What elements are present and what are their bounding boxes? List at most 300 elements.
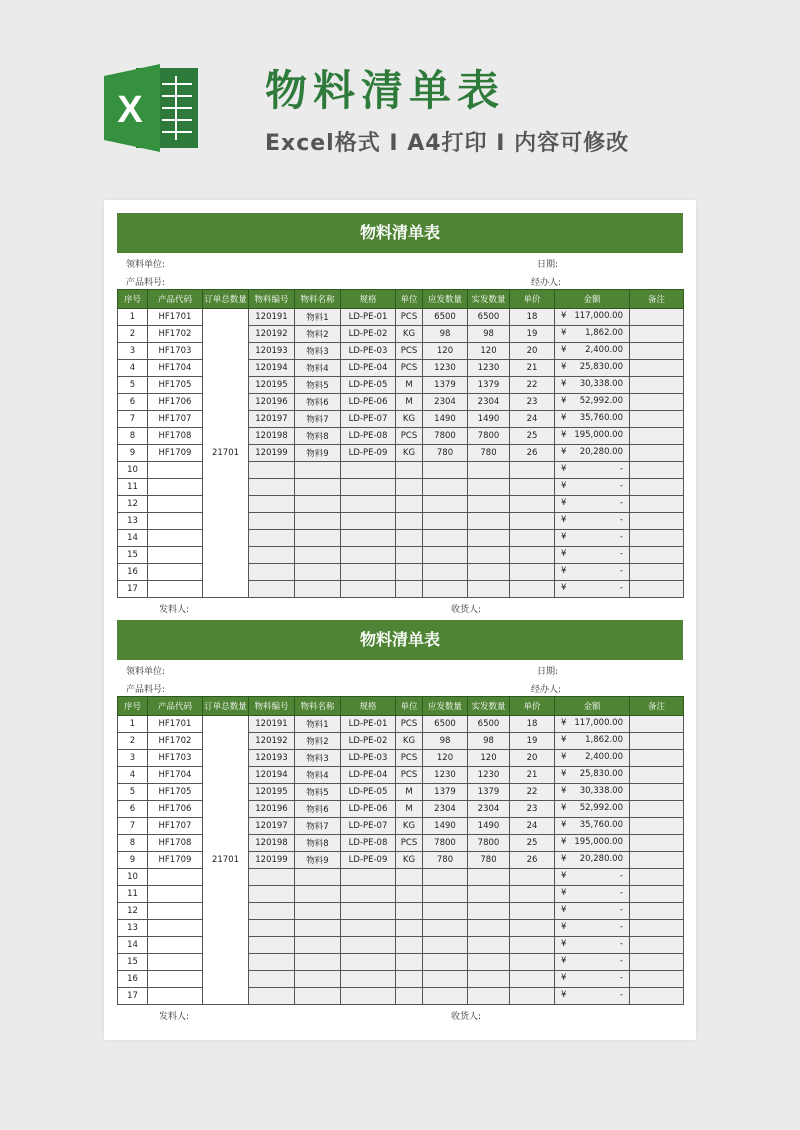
item-unit: PCS: [396, 835, 423, 852]
table-row: [118, 581, 684, 598]
column-header: 物料编号: [249, 290, 295, 309]
item-unit: KG: [396, 852, 423, 869]
row-number: 16: [118, 564, 148, 581]
item-number: 120195: [249, 377, 295, 394]
product-code: [148, 564, 203, 581]
amount-value: 2,400.00: [585, 752, 623, 762]
item-spec: [341, 547, 396, 564]
remark-cell: [630, 394, 684, 411]
row-number: 14: [118, 530, 148, 547]
table-row: [118, 733, 684, 750]
currency-symbol: ¥: [561, 447, 567, 457]
amount-cell: [555, 920, 630, 937]
currency-symbol: ¥: [561, 515, 567, 525]
amount-cell: [555, 886, 630, 903]
remark-cell: [630, 564, 684, 581]
currency-symbol: ¥: [561, 888, 567, 898]
date-label: 日期:: [537, 260, 559, 270]
item-spec: [341, 479, 396, 496]
due-quantity: [423, 937, 468, 954]
unit-price: [510, 886, 555, 903]
item-number: [249, 462, 295, 479]
due-quantity: 1379: [423, 784, 468, 801]
item-unit: PCS: [396, 716, 423, 733]
row-number: 17: [118, 581, 148, 598]
actual-quantity: [468, 581, 510, 598]
item-spec: LD-PE-03: [341, 343, 396, 360]
item-number: 120193: [249, 343, 295, 360]
item-name: 物料7: [295, 818, 341, 835]
item-name: 物料2: [295, 733, 341, 750]
item-spec: LD-PE-07: [341, 411, 396, 428]
table-row: [118, 886, 684, 903]
amount-cell: [555, 479, 630, 496]
currency-symbol: ¥: [561, 328, 567, 338]
product-code: HF1709: [148, 852, 203, 869]
product-code: HF1706: [148, 394, 203, 411]
remark-cell: [630, 530, 684, 547]
row-number: 14: [118, 937, 148, 954]
actual-quantity: [468, 971, 510, 988]
currency-symbol: ¥: [561, 532, 567, 542]
actual-quantity: 6500: [468, 716, 510, 733]
item-spec: LD-PE-06: [341, 394, 396, 411]
item-unit: KG: [396, 445, 423, 462]
currency-symbol: ¥: [561, 396, 567, 406]
currency-symbol: ¥: [561, 362, 567, 372]
column-header: 实发数量: [468, 290, 510, 309]
material-table: [117, 696, 684, 1005]
currency-symbol: ¥: [561, 464, 567, 474]
row-number: 8: [118, 835, 148, 852]
unit-price: [510, 547, 555, 564]
amount-cell: [555, 496, 630, 513]
item-spec: LD-PE-09: [341, 852, 396, 869]
material-sheet-2: [117, 620, 683, 1023]
item-number: [249, 937, 295, 954]
amount-value: -: [619, 871, 623, 881]
row-number: 3: [118, 750, 148, 767]
product-code: [148, 479, 203, 496]
product-code: [148, 903, 203, 920]
item-unit: [396, 462, 423, 479]
amount-cell: [555, 462, 630, 479]
row-number: 12: [118, 903, 148, 920]
actual-quantity: 2304: [468, 394, 510, 411]
item-spec: [341, 903, 396, 920]
table-row: [118, 852, 684, 869]
due-quantity: [423, 920, 468, 937]
amount-value: -: [619, 583, 623, 593]
item-name: 物料4: [295, 360, 341, 377]
product-code: HF1705: [148, 784, 203, 801]
item-name: 物料9: [295, 852, 341, 869]
sheet-title: 物料清单表: [117, 213, 683, 253]
currency-symbol: ¥: [561, 939, 567, 949]
currency-symbol: ¥: [561, 718, 567, 728]
remark-cell: [630, 903, 684, 920]
remark-cell: [630, 462, 684, 479]
item-name: 物料3: [295, 750, 341, 767]
item-unit: [396, 903, 423, 920]
item-number: 120197: [249, 411, 295, 428]
actual-quantity: [468, 988, 510, 1005]
remark-cell: [630, 784, 684, 801]
item-name: 物料4: [295, 767, 341, 784]
item-number: [249, 869, 295, 886]
item-spec: LD-PE-08: [341, 428, 396, 445]
currency-symbol: ¥: [561, 583, 567, 593]
item-spec: [341, 581, 396, 598]
remark-cell: [630, 428, 684, 445]
unit-price: [510, 530, 555, 547]
row-number: 4: [118, 360, 148, 377]
actual-quantity: 1379: [468, 377, 510, 394]
currency-symbol: ¥: [561, 990, 567, 1000]
remark-cell: [630, 411, 684, 428]
row-number: 12: [118, 496, 148, 513]
currency-symbol: ¥: [561, 345, 567, 355]
row-number: 15: [118, 547, 148, 564]
due-quantity: [423, 971, 468, 988]
row-number: 15: [118, 954, 148, 971]
amount-value: -: [619, 922, 623, 932]
item-spec: [341, 496, 396, 513]
row-number: 2: [118, 326, 148, 343]
info-row: [117, 660, 683, 678]
table-row: [118, 547, 684, 564]
row-number: 13: [118, 513, 148, 530]
amount-value: 20,280.00: [579, 854, 623, 864]
amount-cell: [555, 564, 630, 581]
amount-cell: [555, 309, 630, 326]
column-header: 应发数量: [423, 697, 468, 716]
table-row: [118, 479, 684, 496]
amount-cell: [555, 750, 630, 767]
due-quantity: [423, 530, 468, 547]
item-unit: M: [396, 784, 423, 801]
amount-value: 195,000.00: [574, 430, 623, 440]
table-row: [118, 903, 684, 920]
amount-cell: [555, 869, 630, 886]
item-spec: LD-PE-07: [341, 818, 396, 835]
row-number: 17: [118, 988, 148, 1005]
row-number: 5: [118, 784, 148, 801]
table-row: [118, 360, 684, 377]
product-code: HF1707: [148, 411, 203, 428]
item-unit: [396, 530, 423, 547]
table-row: [118, 920, 684, 937]
table-row: [118, 394, 684, 411]
item-number: 120194: [249, 360, 295, 377]
item-unit: [396, 869, 423, 886]
unit-price: [510, 496, 555, 513]
amount-cell: [555, 733, 630, 750]
item-name: 物料3: [295, 343, 341, 360]
currency-symbol: ¥: [561, 956, 567, 966]
row-number: 13: [118, 920, 148, 937]
material-table: [117, 289, 684, 598]
item-number: [249, 530, 295, 547]
remark-cell: [630, 971, 684, 988]
row-number: 3: [118, 343, 148, 360]
remark-cell: [630, 360, 684, 377]
item-spec: LD-PE-03: [341, 750, 396, 767]
unit-price: [510, 479, 555, 496]
column-header: 单位: [396, 290, 423, 309]
due-quantity: [423, 903, 468, 920]
table-row: [118, 530, 684, 547]
due-quantity: [423, 564, 468, 581]
remark-cell: [630, 869, 684, 886]
row-number: 6: [118, 801, 148, 818]
item-spec: LD-PE-06: [341, 801, 396, 818]
amount-cell: [555, 835, 630, 852]
actual-quantity: 7800: [468, 428, 510, 445]
actual-quantity: [468, 869, 510, 886]
currency-symbol: ¥: [561, 803, 567, 813]
item-unit: [396, 937, 423, 954]
item-name: [295, 920, 341, 937]
product-code: HF1709: [148, 445, 203, 462]
item-number: 120199: [249, 852, 295, 869]
due-quantity: 780: [423, 445, 468, 462]
currency-symbol: ¥: [561, 481, 567, 491]
item-spec: [341, 564, 396, 581]
currency-symbol: ¥: [561, 871, 567, 881]
item-unit: [396, 479, 423, 496]
unit-price: 18: [510, 716, 555, 733]
amount-cell: [555, 852, 630, 869]
actual-quantity: [468, 564, 510, 581]
order-total: 21701: [203, 716, 249, 1005]
amount-value: -: [619, 939, 623, 949]
item-number: 120191: [249, 309, 295, 326]
row-number: 7: [118, 411, 148, 428]
actual-quantity: [468, 954, 510, 971]
actual-quantity: [468, 462, 510, 479]
remark-cell: [630, 801, 684, 818]
amount-cell: [555, 954, 630, 971]
actual-quantity: 7800: [468, 835, 510, 852]
unit-price: 21: [510, 360, 555, 377]
unit-price: 19: [510, 326, 555, 343]
table-row: [118, 326, 684, 343]
due-quantity: 98: [423, 326, 468, 343]
unit-price: 20: [510, 343, 555, 360]
item-name: 物料6: [295, 801, 341, 818]
unit-price: 25: [510, 428, 555, 445]
item-name: [295, 513, 341, 530]
unit-price: 18: [510, 309, 555, 326]
remark-cell: [630, 479, 684, 496]
amount-cell: [555, 445, 630, 462]
table-row: [118, 411, 684, 428]
column-header: 单位: [396, 697, 423, 716]
table-row: [118, 496, 684, 513]
remark-cell: [630, 547, 684, 564]
item-unit: KG: [396, 818, 423, 835]
item-spec: LD-PE-04: [341, 360, 396, 377]
unit-price: 26: [510, 445, 555, 462]
amount-cell: [555, 971, 630, 988]
remark-cell: [630, 988, 684, 1005]
amount-cell: [555, 394, 630, 411]
item-unit: [396, 513, 423, 530]
amount-value: 1,862.00: [585, 328, 623, 338]
due-quantity: 2304: [423, 394, 468, 411]
column-header: 备注: [630, 697, 684, 716]
row-number: 2: [118, 733, 148, 750]
row-number: 7: [118, 818, 148, 835]
table-row: [118, 767, 684, 784]
item-spec: [341, 988, 396, 1005]
amount-value: -: [619, 956, 623, 966]
item-unit: [396, 920, 423, 937]
item-spec: LD-PE-01: [341, 309, 396, 326]
table-row: [118, 445, 684, 462]
currency-symbol: ¥: [561, 820, 567, 830]
due-quantity: 6500: [423, 716, 468, 733]
item-name: 物料9: [295, 445, 341, 462]
currency-symbol: ¥: [561, 549, 567, 559]
due-quantity: 6500: [423, 309, 468, 326]
table-row: [118, 309, 684, 326]
remark-cell: [630, 716, 684, 733]
amount-cell: [555, 903, 630, 920]
item-spec: [341, 971, 396, 988]
currency-symbol: ¥: [561, 735, 567, 745]
actual-quantity: [468, 920, 510, 937]
actual-quantity: 6500: [468, 309, 510, 326]
amount-value: -: [619, 905, 623, 915]
amount-cell: [555, 411, 630, 428]
table-row: [118, 462, 684, 479]
due-quantity: 7800: [423, 835, 468, 852]
product-code: [148, 886, 203, 903]
amount-value: -: [619, 888, 623, 898]
logo-letter: X: [117, 89, 143, 131]
item-number: [249, 920, 295, 937]
item-number: [249, 903, 295, 920]
item-unit: [396, 564, 423, 581]
product-code: HF1702: [148, 733, 203, 750]
item-spec: [341, 886, 396, 903]
item-number: [249, 547, 295, 564]
actual-quantity: 1490: [468, 818, 510, 835]
item-name: [295, 954, 341, 971]
currency-symbol: ¥: [561, 413, 567, 423]
amount-cell: [555, 530, 630, 547]
amount-cell: [555, 343, 630, 360]
item-number: 120198: [249, 835, 295, 852]
table-row: [118, 988, 684, 1005]
amount-value: 52,992.00: [579, 396, 623, 406]
amount-value: 35,760.00: [579, 820, 623, 830]
column-header: 物料名称: [295, 290, 341, 309]
item-unit: M: [396, 394, 423, 411]
issuer-label: 发料人:: [159, 605, 190, 615]
remark-cell: [630, 818, 684, 835]
actual-quantity: [468, 547, 510, 564]
signature-row: [117, 598, 683, 616]
item-spec: LD-PE-04: [341, 767, 396, 784]
column-header: 产品代码: [148, 290, 203, 309]
item-number: 120193: [249, 750, 295, 767]
unit-price: 24: [510, 411, 555, 428]
row-number: 1: [118, 309, 148, 326]
remark-cell: [630, 852, 684, 869]
row-number: 11: [118, 479, 148, 496]
amount-cell: [555, 428, 630, 445]
due-quantity: 1379: [423, 377, 468, 394]
amount-value: 25,830.00: [579, 769, 623, 779]
amount-value: 20,280.00: [579, 447, 623, 457]
amount-value: 52,992.00: [579, 803, 623, 813]
table-row: [118, 377, 684, 394]
item-number: [249, 513, 295, 530]
handler-label: 经办人:: [531, 278, 562, 288]
amount-cell: [555, 784, 630, 801]
item-name: 物料5: [295, 377, 341, 394]
amount-cell: [555, 581, 630, 598]
unit-price: 24: [510, 818, 555, 835]
product-code: HF1706: [148, 801, 203, 818]
column-header: 序号: [118, 697, 148, 716]
actual-quantity: 780: [468, 852, 510, 869]
currency-symbol: ¥: [561, 566, 567, 576]
remark-cell: [630, 445, 684, 462]
item-number: 120199: [249, 445, 295, 462]
item-name: 物料6: [295, 394, 341, 411]
due-quantity: [423, 954, 468, 971]
column-header: 金额: [555, 697, 630, 716]
actual-quantity: [468, 513, 510, 530]
amount-cell: [555, 937, 630, 954]
column-header: 订单总数量: [203, 290, 249, 309]
row-number: 1: [118, 716, 148, 733]
remark-cell: [630, 581, 684, 598]
item-spec: LD-PE-05: [341, 377, 396, 394]
item-unit: [396, 581, 423, 598]
amount-cell: [555, 818, 630, 835]
row-number: 4: [118, 767, 148, 784]
item-number: 120195: [249, 784, 295, 801]
currency-symbol: ¥: [561, 973, 567, 983]
product-code: [148, 513, 203, 530]
product-code: [148, 496, 203, 513]
row-number: 5: [118, 377, 148, 394]
amount-cell: [555, 377, 630, 394]
currency-symbol: ¥: [561, 311, 567, 321]
item-name: 物料2: [295, 326, 341, 343]
item-spec: [341, 920, 396, 937]
amount-value: -: [619, 973, 623, 983]
table-row: [118, 869, 684, 886]
product-no-label: 产品料号:: [126, 278, 166, 288]
item-number: [249, 971, 295, 988]
column-header: 产品代码: [148, 697, 203, 716]
due-quantity: 1490: [423, 818, 468, 835]
due-quantity: [423, 886, 468, 903]
product-code: [148, 547, 203, 564]
table-row: [118, 937, 684, 954]
column-header: 物料编号: [249, 697, 295, 716]
amount-value: 1,862.00: [585, 735, 623, 745]
table-row: [118, 343, 684, 360]
item-number: 120194: [249, 767, 295, 784]
item-name: [295, 479, 341, 496]
